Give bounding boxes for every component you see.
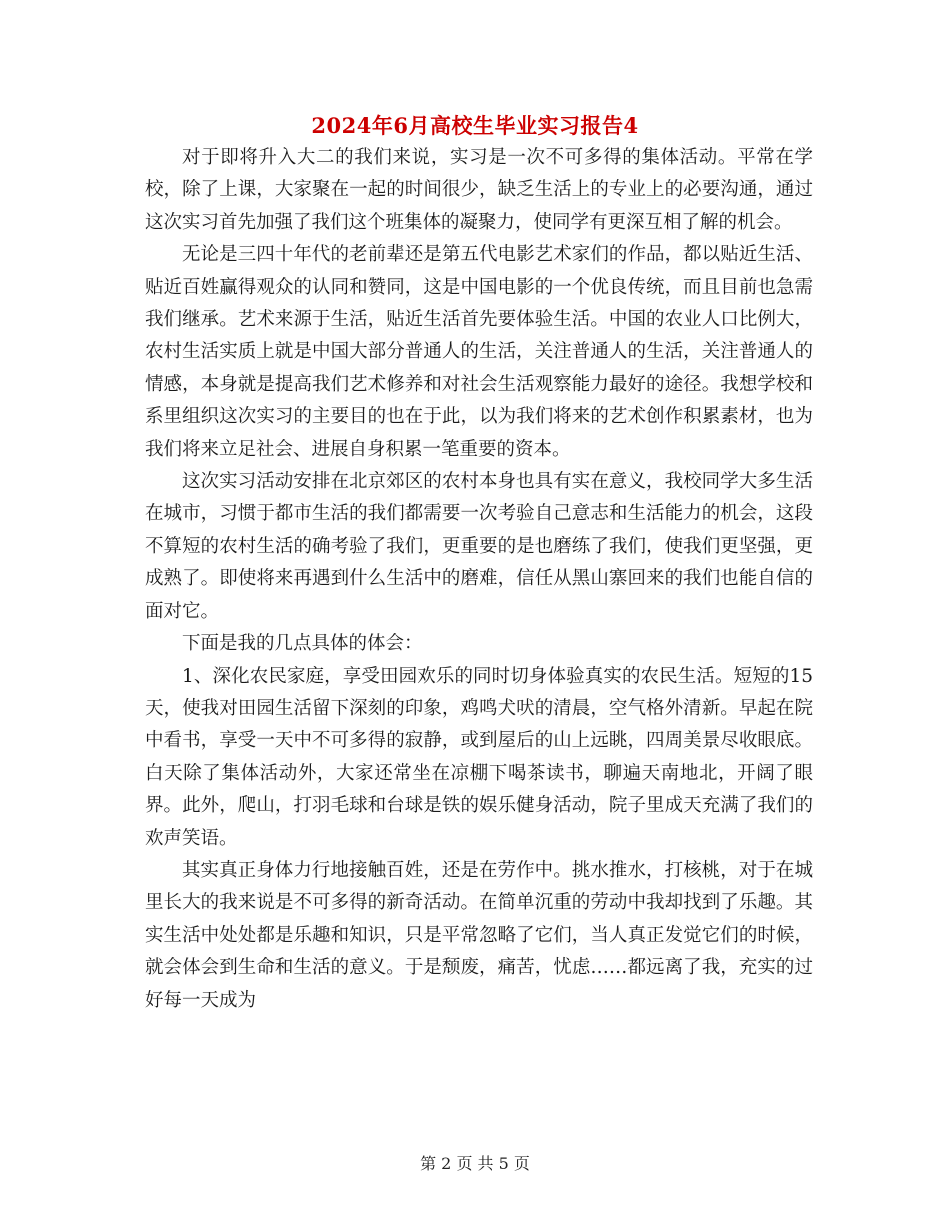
paragraph-2: 无论是三四十年代的老前辈还是第五代电影艺术家们的作品，都以贴近生活、贴近百姓赢得观众的认同和赞同，这是中国电影的一个优良传统，而且目前也急需我们继承。艺术来源于生活，贴近生活首先要体验生活。中国的农业人口比例大，农村生活实质上就是中国大部分普通人的生活，关注普通人的生活，关注普通人的情感，本身就是提高我们艺术修养和对社会生活观察能力最好的途径。我想学校和系里组织这次实习的主要目的也在于此，以为我们将来的艺术创作积累素材，也为我们将来立足社会、进展自身积累一笔重要的资本。 <box>145 244 813 460</box>
paragraph-1: 对于即将升入大二的我们来说，实习是一次不可多得的集体活动。平常在学校，除了上课，大家聚在一起的时间很少，缺乏生活上的专业上的必要沟通，通过这次实习首先加强了我们这个班集体的凝聚力，使同学有更深互相了解的机会。 <box>145 147 813 233</box>
paragraph-6: 其实真正身体力行地接触百姓，还是在劳作中。挑水推水，打核桃，对于在城里长大的我来说是不可多得的新奇活动。在简单沉重的劳动中我却找到了乐趣。其实生活中处处都是乐趣和知识，只是平常忽略了它们，当人真正发觉它们的时候，就会体会到生命和生活的意义。于是颓废，痛苦，忧虑……都远离了我，充实的过好每一天成为 <box>145 859 813 1011</box>
document-body <box>145 142 813 1017</box>
page-footer: 第 2 页 共 5 页 <box>420 1154 530 1173</box>
document-title: 2024年6月高校生毕业实习报告4 <box>311 113 639 138</box>
paragraph-4: 下面是我的几点具体的体会： <box>182 633 423 655</box>
paragraph-3: 这次实习活动安排在北京郊区的农村本身也具有实在意义，我校同学大多生活在城市，习惯于都市生活的我们都需要一次考验自己意志和生活能力的机会，这段不算短的农村生活的确考验了我们，更重要的是也磨练了我们，使我们更坚强，更成熟了。即使将来再遇到什么生活中的磨难，信任从黑山寨回来的我们也能自信的面对它。 <box>145 471 813 622</box>
paragraph-5: 1、深化农民家庭，享受田园欢乐的同时切身体验真实的农民生活。短短的15天，使我对田园生活留下深刻的印象，鸡鸣犬吠的清晨，空气格外清新。早起在院中看书，享受一天中不可多得的寂静，或到屋后的山上远眺，四周美景尽收眼底。白天除了集体活动外，大家还常坐在凉棚下喝茶读书，聊遍天南地北，开阔了眼界。此外，爬山，打羽毛球和台球是铁的娱乐健身活动，院子里成天充满了我们的欢声笑语。 <box>145 665 813 849</box>
